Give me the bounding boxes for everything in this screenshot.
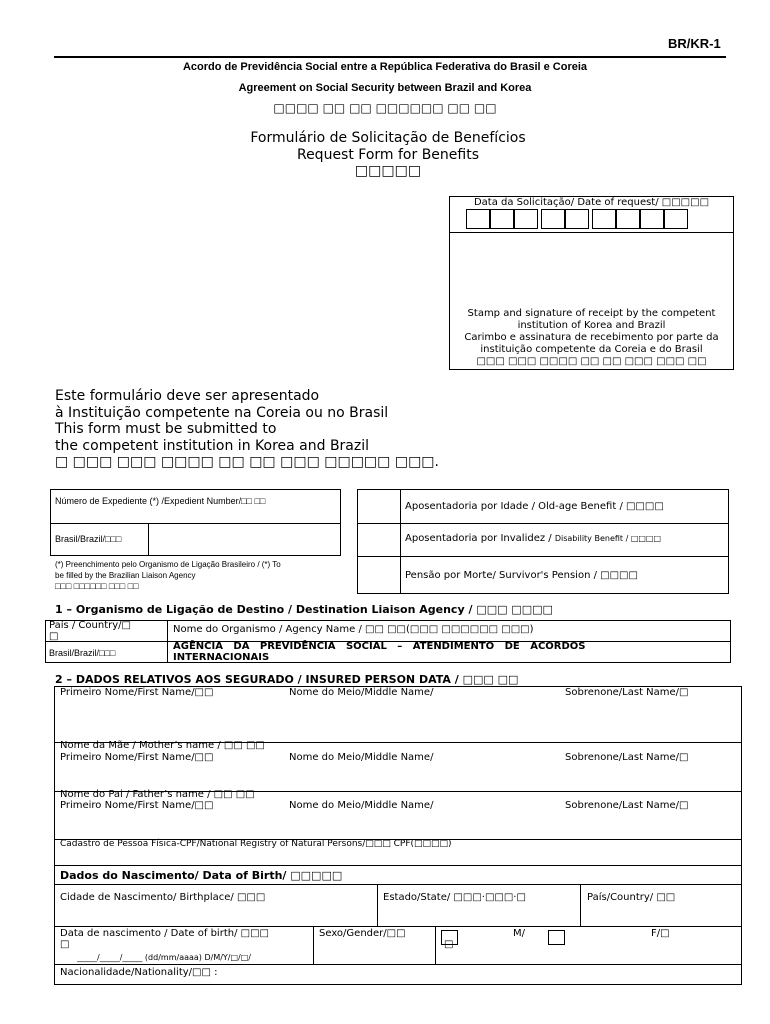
insured-person-table [54, 686, 742, 985]
stamp-box [449, 196, 734, 370]
request-date-cells[interactable] [466, 209, 690, 229]
agency-name-value: AGÊNCIA DA PREVIDÊNCIA SOCIAL – ATENDIMENTO DE ACORDOS INTERNACIONAIS [173, 641, 586, 663]
father-middle-name-label: Nome do Meio/Middle Name/ [289, 800, 434, 811]
agreement-title-en: Agreement on Social Security between Brazil and Korea [238, 82, 532, 94]
mother-name-input[interactable] [57, 766, 739, 790]
expedient-box [50, 489, 341, 556]
mother-name-label: Nome da Mãe / Mother’s name / □□ □□ [60, 740, 265, 751]
birthplace-label: Cidade de Nascimento/ Birthplace/ □□□ [60, 892, 266, 903]
disability-label: Aposentadoria por Invalidez / Disability Benefit / □□□□ [405, 533, 662, 544]
country-value: Brasil/Brazil/□□□ [49, 648, 116, 658]
state-label: Estado/State/ □□□·□□□·□ [383, 892, 526, 903]
cpf-input[interactable] [57, 851, 739, 863]
insured-name-input[interactable] [57, 701, 739, 741]
father-name-input[interactable] [57, 814, 739, 838]
survivor-label: Pensão por Morte/ Survivor's Pension / □□□□ [405, 570, 638, 581]
father-first-name-label: Primeiro Nome/First Name/□□ [60, 800, 214, 811]
old-age-label: Aposentadoria por Idade / Old-age Benefit / □□□□ [405, 501, 664, 512]
benefit-type-box [357, 489, 729, 594]
gender-label: Sexo/Gender/□□ [319, 928, 406, 939]
stamp-instructions: Stamp and signature of receipt by the competent institution of Korea and Brazil Carimbo e assinatura de recebimento por parte da instituição competente da Coreia e do Brasil □□□ □□□ □□□□ □□ □□ □□□ □□□ □□ [464, 308, 719, 367]
father-last-name-label: Sobrenone/Last Name/□ [565, 800, 689, 811]
section-1-title: 1 – Organismo de Ligação de Destino / Destination Liaison Agency / □□□ □□□□ [55, 603, 553, 616]
gender-female-checkbox[interactable] [548, 930, 565, 945]
expedient-brazil-label: Brasil/Brazil/□□□ [55, 534, 122, 544]
expedient-number-input[interactable] [150, 524, 338, 554]
section-2-title: 2 – DADOS RELATIVOS AOS SEGURADO / INSURED PERSON DATA / □□□ □□ [55, 673, 519, 686]
header-rule [54, 56, 726, 58]
agency-name-label: Nome do Organismo / Agency Name / □□ □□(□□□ □□□□□□ □□□) [173, 624, 534, 635]
form-title-en: Request Form for Benefits [296, 147, 480, 163]
date-of-birth-label: Data de nascimento / Date of birth/ □□□ □ [60, 928, 269, 950]
birth-data-title: Dados do Nascimento/ Data of Birth/ □□□□□ [60, 869, 343, 882]
stamp-divider [450, 232, 733, 233]
expedient-note: (*) Preenchimento pelo Organismo de Ligação Brasileiro / (*) To be filled by the Brazilian Liaison Agency □□□ □□□□□□ □□□ □□ [55, 560, 281, 591]
submission-instructions: Este formulário deve ser apresentado à Instituição competente na Coreia ou no Brasil This form must be submitted to the competent institution in Korea and Brazil □ □□□ □□□ □□□□ □□ □□ □□□ □□□□□ □□□. [55, 388, 439, 470]
father-name-label: Nome do Pai / Father’s name / □□ □□ [60, 789, 255, 800]
mother-first-name-label: Primeiro Nome/First Name/□□ [60, 752, 214, 763]
date-of-birth-format[interactable]: _____/_____/_____ (dd/mm/aaaa) D/M/Y/□/□/ [77, 953, 252, 962]
survivor-checkbox[interactable] [358, 557, 400, 593]
insured-first-name-label: Primeiro Nome/First Name/□□ [60, 687, 214, 698]
liaison-agency-table [45, 620, 731, 663]
disability-checkbox[interactable] [358, 524, 400, 556]
insured-last-name-label: Sobrenone/Last Name/□ [565, 687, 689, 698]
nationality-label: Nacionalidade/Nationality/□□ : [60, 967, 218, 978]
cpf-label: Cadastro de Pessoa Física-CPF/National Registry of Natural Persons/□□□ CPF(□□□□) [60, 839, 452, 849]
agreement-title-ko: □□□□ □□ □□ □□□□□□ □□ □□ [273, 101, 497, 115]
request-date-label: Data da Solicitação/ Date of request/ □□□□□ [473, 197, 710, 208]
mother-middle-name-label: Nome do Meio/Middle Name/ [289, 752, 434, 763]
gender-female-label: F/□ [651, 928, 670, 939]
form-title-ko: □□□□□ [354, 163, 422, 179]
country-of-birth-label: País/Country/ □□ [587, 892, 676, 903]
mother-last-name-label: Sobrenone/Last Name/□ [565, 752, 689, 763]
form-title-pt: Formulário de Solicitação de Benefícios [250, 130, 526, 146]
country-label: País / Country/□ □ [49, 620, 131, 642]
gender-second-char: □ [444, 939, 454, 950]
expedient-number-label: Número de Expediente (*) /Expedient Number/□□ □□ [55, 496, 266, 506]
gender-male-label: M/ [513, 928, 525, 939]
old-age-checkbox[interactable] [358, 490, 400, 523]
insured-middle-name-label: Nome do Meio/Middle Name/ [289, 687, 434, 698]
form-code: BR/KR-1 [668, 36, 721, 51]
agreement-title-pt: Acordo de Previdência Social entre a República Federativa do Brasil e Coreia [182, 61, 588, 73]
